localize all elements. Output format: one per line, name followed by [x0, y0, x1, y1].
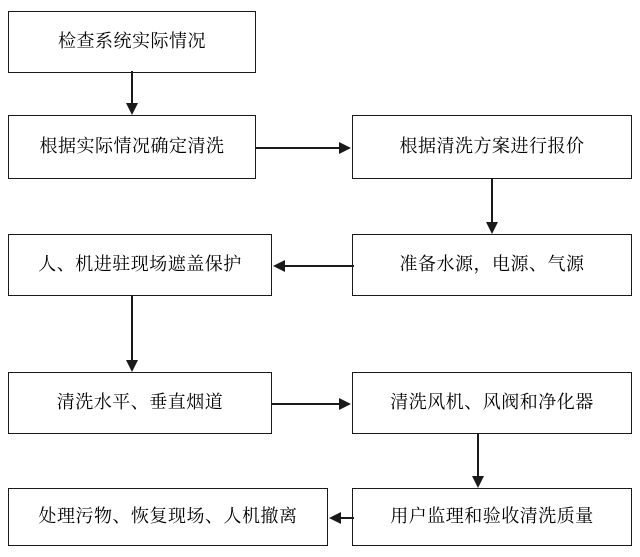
flow-node-clean-fan-valve-purifier [352, 372, 632, 434]
flow-arrow-left-prepare-to-site-entry [272, 255, 354, 277]
flow-arrow-right-determine-to-quotation [256, 137, 354, 159]
flow-arrow-left-acceptance-to-cleanup [328, 507, 354, 529]
flow-node-label: 准备水源，电源、气源 [399, 254, 585, 275]
flow-node-label: 用户监理和验收清洗质量 [390, 506, 594, 527]
flow-node-site-entry-protection [8, 234, 272, 296]
flow-arrow-right-clean-ducts-to-fan [272, 393, 354, 415]
flow-node-label: 处理污物、恢复现场、人机撤离 [38, 506, 298, 527]
flow-arrow-down-site-entry-to-clean-ducts [120, 296, 144, 374]
flow-node-label: 根据清洗方案进行报价 [399, 136, 585, 157]
flow-node-prepare-utilities [352, 234, 632, 296]
flow-node-user-acceptance [352, 488, 632, 546]
flow-node-label: 根据实际情况确定清洗 [39, 136, 225, 157]
flow-node-label: 清洗水平、垂直烟道 [56, 392, 224, 413]
flow-node-label: 检查系统实际情况 [58, 31, 206, 52]
flow-arrow-down-quotation-to-prepare [480, 179, 504, 236]
flow-node-inspect-system [8, 11, 256, 73]
flow-node-clean-ducts [8, 372, 272, 434]
flow-arrow-down-fan-to-acceptance [466, 434, 490, 490]
flow-arrow-down-inspect-to-determine [120, 71, 144, 117]
flow-node-determine-cleaning [8, 115, 256, 179]
flow-node-cleanup-withdraw [8, 488, 328, 546]
flow-node-label: 人、机进驻现场遮盖保护 [38, 254, 242, 275]
flow-node-label: 清洗风机、风阀和净化器 [390, 392, 594, 413]
flow-node-quotation [352, 115, 632, 179]
